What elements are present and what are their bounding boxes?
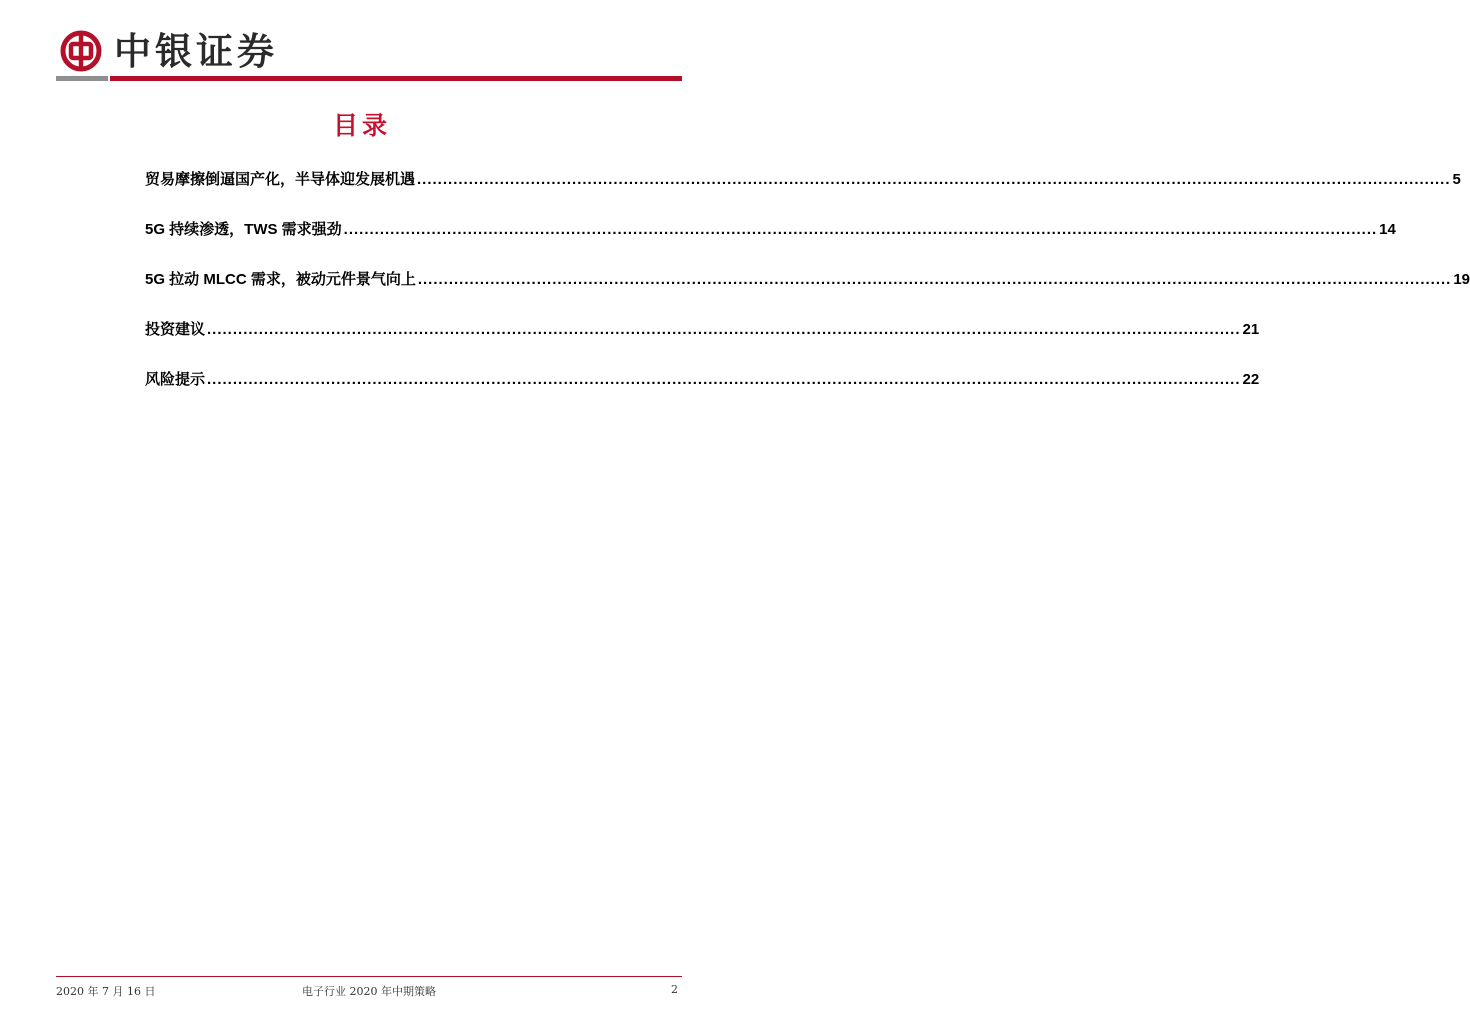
toc-entry[interactable] (145, 268, 1470, 318)
toc-entry-page: 22 (1242, 371, 1260, 388)
toc-entry-text: 投资建议 (145, 321, 206, 338)
toc-entry-text: 5G 持续渗透，TWS 需求强劲 (145, 221, 342, 238)
bank-of-china-logo-icon (60, 30, 102, 72)
footer-rule (56, 976, 682, 977)
toc-entry-text: 风险提示 (145, 371, 206, 388)
toc-entry-page: 14 (1379, 221, 1396, 238)
header-rule-red (110, 76, 682, 81)
toc-entry-text: 5G 拉动 MLCC 需求，被动元件景气向上 (145, 271, 416, 288)
footer-date: 2020 年 7 月 16 日 (56, 985, 156, 998)
toc-entry[interactable] (145, 318, 1260, 368)
toc-entry[interactable] (145, 218, 1396, 268)
page-footer (56, 976, 682, 1003)
toc-entry[interactable] (145, 168, 1461, 218)
brand-name: 中银证券 (114, 29, 278, 73)
table-of-contents (145, 168, 1470, 418)
footer-report-title: 电子行业 2020 年中期策略 (302, 985, 436, 998)
toc-entry[interactable] (145, 368, 1260, 418)
toc-entry-page: 21 (1242, 321, 1260, 338)
toc-entry-page: 5 (1452, 171, 1461, 188)
toc-dot-leader: ........................................................................................................................................................................................................ (207, 321, 1241, 338)
toc-title: 目录 (332, 111, 391, 140)
page-header (56, 26, 682, 84)
toc-dot-leader: ........................................................................................................................................................................................................ (417, 271, 1452, 288)
toc-entry-page: 19 (1453, 271, 1470, 288)
footer-page-number: 2 (671, 983, 678, 996)
toc-dot-leader: ........................................................................................................................................................................................................ (417, 171, 1451, 188)
toc-dot-leader: ........................................................................................................................................................................................................ (343, 221, 1378, 238)
toc-dot-leader: ........................................................................................................................................................................................................ (207, 371, 1241, 388)
header-rule-gray (56, 76, 108, 81)
toc-entry-text: 贸易摩擦倒逼国产化，半导体迎发展机遇 (145, 171, 416, 188)
